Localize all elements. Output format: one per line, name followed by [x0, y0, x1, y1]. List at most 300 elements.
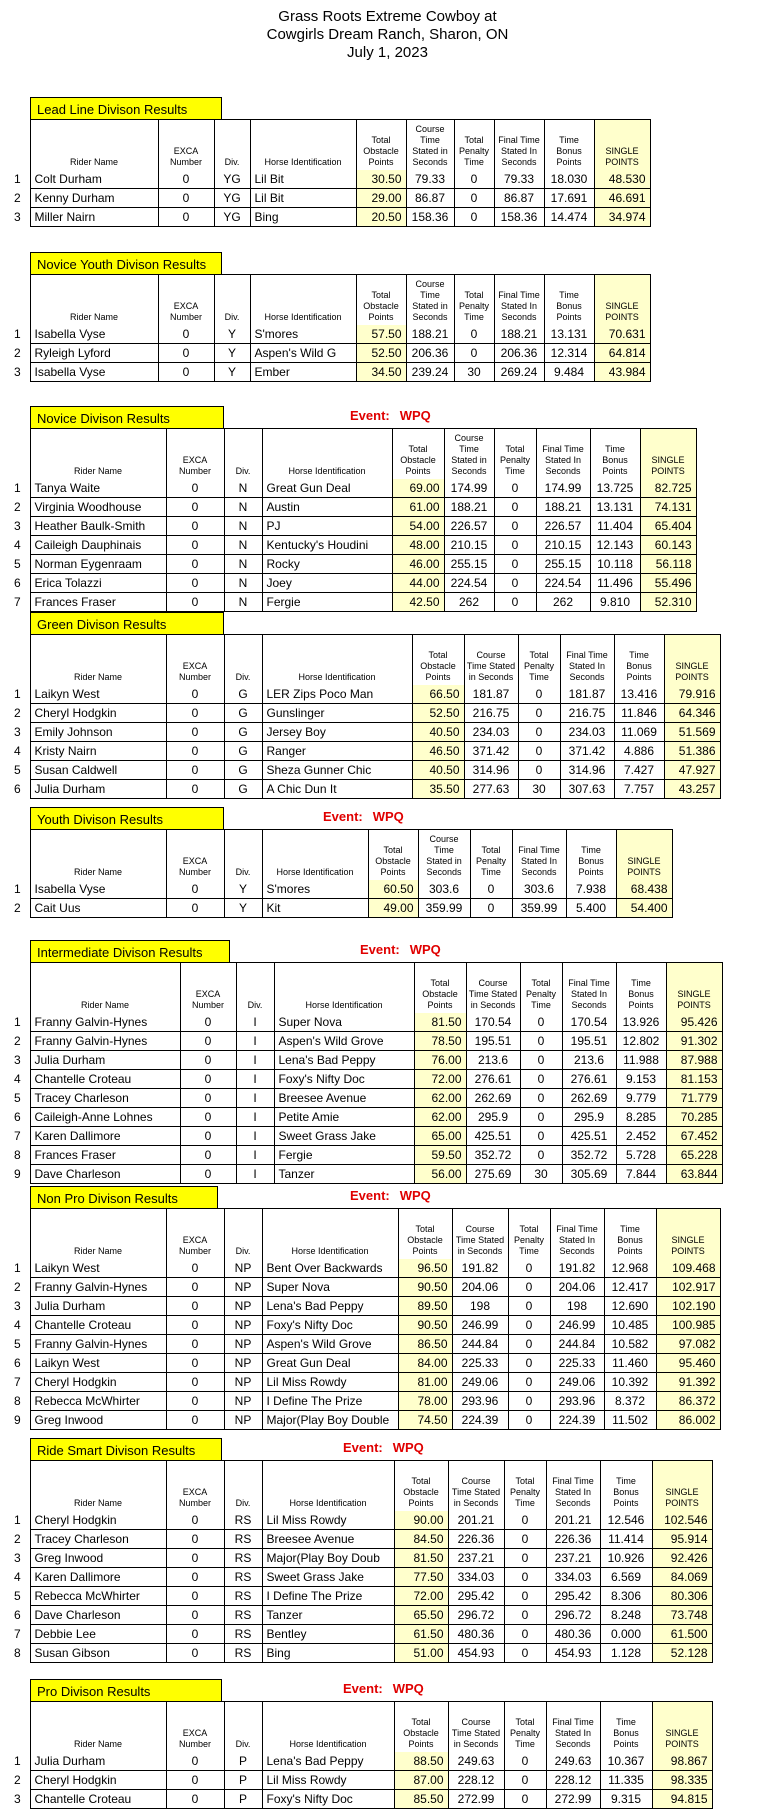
penalty-time-header: Total Penalty Time	[470, 830, 512, 880]
division: RS	[224, 1605, 262, 1624]
table-row	[0, 479, 696, 498]
course-time: 262	[444, 592, 494, 611]
excca-number: 0	[180, 1013, 236, 1032]
single-points: 54.400	[616, 898, 672, 917]
table-row	[0, 1315, 720, 1334]
final-time: 295.9	[562, 1107, 616, 1126]
time-bonus: 1.128	[600, 1643, 652, 1662]
rank-header	[0, 1461, 30, 1511]
horse-name: Foxy's Nifty Doc	[262, 1789, 394, 1808]
excca-number: 0	[158, 170, 214, 189]
penalty-time: 0	[454, 343, 494, 362]
obstacle-points: 84.00	[398, 1353, 452, 1372]
division: RS	[224, 1511, 262, 1530]
table-row	[0, 1107, 722, 1126]
excca-number-header: EXCA Number	[166, 1209, 224, 1259]
rank: 1	[14, 881, 21, 896]
time-bonus: 11.335	[600, 1770, 652, 1789]
penalty-time: 0	[494, 497, 536, 516]
excca-number: 0	[166, 685, 224, 704]
horse-name: Ranger	[262, 741, 412, 760]
excca-number: 0	[166, 1752, 224, 1771]
division: RS	[224, 1643, 262, 1662]
penalty-time: 0	[504, 1567, 546, 1586]
course-time: 359.99	[418, 898, 470, 917]
rank: 1	[14, 1753, 21, 1768]
penalty-time: 0	[520, 1145, 562, 1164]
table-row	[0, 1259, 720, 1278]
penalty-time: 0	[520, 1069, 562, 1088]
final-time: 295.42	[546, 1586, 600, 1605]
single-points-header: SINGLE POINTS	[656, 1209, 720, 1259]
single-points: 64.346	[664, 703, 720, 722]
time-bonus: 13.725	[590, 479, 640, 498]
division: N	[224, 479, 262, 498]
horse-name: Tanzer	[274, 1164, 414, 1183]
single-points: 94.815	[652, 1789, 712, 1808]
rank-header	[0, 1209, 30, 1259]
table-row	[0, 1088, 722, 1107]
rider-name: Cheryl Hodgkin	[30, 703, 166, 722]
rider-name: Emily Johnson	[30, 722, 166, 741]
penalty-time: 0	[504, 1605, 546, 1624]
rank: 6	[14, 575, 21, 590]
final-time: 226.57	[536, 516, 590, 535]
excca-number: 0	[180, 1107, 236, 1126]
obstacle-points: 51.00	[394, 1643, 448, 1662]
penalty-time: 0	[504, 1529, 546, 1548]
table-row	[0, 1391, 720, 1410]
rank-header	[0, 275, 30, 325]
obstacle-points: 87.00	[394, 1770, 448, 1789]
rank: 6	[14, 1355, 21, 1370]
final-time: 191.82	[550, 1259, 604, 1278]
penalty-time: 0	[504, 1643, 546, 1662]
course-time: 334.03	[448, 1567, 504, 1586]
excca-number-header: EXCA Number	[166, 1702, 224, 1752]
excca-number: 0	[166, 1548, 224, 1567]
rank: 1	[14, 1260, 21, 1275]
time-bonus: 8.285	[616, 1107, 666, 1126]
time-bonus: 14.474	[544, 207, 594, 226]
rider-name: Karen Dallimore	[30, 1567, 166, 1586]
course-time: 206.36	[406, 343, 454, 362]
division: Y	[214, 343, 250, 362]
rank: 3	[14, 518, 21, 533]
final-time: 158.36	[494, 207, 544, 226]
single-points: 86.372	[656, 1391, 720, 1410]
rider-name: Chantelle Croteau	[30, 1069, 180, 1088]
final-time: 228.12	[546, 1770, 600, 1789]
rider-name: Kristy Nairn	[30, 741, 166, 760]
division: N	[224, 573, 262, 592]
time-bonus: 0.000	[600, 1624, 652, 1643]
time-bonus: 7.938	[566, 880, 616, 899]
rider-name: Virginia Woodhouse	[30, 497, 166, 516]
division: I	[236, 1164, 274, 1183]
final-time: 293.96	[550, 1391, 604, 1410]
division: YG	[214, 188, 250, 207]
obstacle-points: 30.50	[356, 170, 406, 189]
rider-name: Julia Durham	[30, 1752, 166, 1771]
excca-number: 0	[180, 1069, 236, 1088]
horse-name: Lil Bit	[250, 170, 356, 189]
horse-header: Horse Identification	[262, 429, 392, 479]
horse-name: Joey	[262, 573, 392, 592]
excca-number: 0	[166, 898, 224, 917]
course-time: 201.21	[448, 1511, 504, 1530]
single-points: 64.814	[594, 343, 650, 362]
obstacle-points: 52.50	[356, 343, 406, 362]
final-time: 303.6	[512, 880, 566, 899]
excca-number: 0	[166, 1605, 224, 1624]
rank: 9	[14, 1412, 21, 1427]
penalty-time: 0	[520, 1088, 562, 1107]
course-time: 181.87	[464, 685, 518, 704]
table-row	[0, 573, 696, 592]
event-value: WPQ	[399, 408, 431, 423]
final-time: 262.69	[562, 1088, 616, 1107]
course-time-header: Course Time Stated in Seconds	[406, 275, 454, 325]
single-points-header: SINGLE POINTS	[664, 635, 720, 685]
time-bonus: 13.926	[616, 1013, 666, 1032]
rank: 4	[14, 537, 21, 552]
single-points: 84.069	[652, 1567, 712, 1586]
table-row	[0, 1548, 712, 1567]
results-table	[0, 1460, 713, 1663]
table-row	[0, 685, 720, 704]
rank: 4	[14, 1317, 21, 1332]
rank: 8	[14, 1645, 21, 1660]
obstacle-points-header: Total Obstacle Points	[398, 1209, 452, 1259]
results-table	[0, 1208, 721, 1430]
horse-name: Aspen's Wild G	[250, 343, 356, 362]
table-row	[0, 1752, 712, 1771]
rider-name: Isabella Vyse	[30, 362, 158, 381]
final-time: 188.21	[536, 497, 590, 516]
single-points-header: SINGLE POINTS	[652, 1461, 712, 1511]
course-time: 249.06	[452, 1372, 508, 1391]
single-points: 65.228	[666, 1145, 722, 1164]
single-points: 65.404	[640, 516, 696, 535]
obstacle-points: 81.50	[394, 1548, 448, 1567]
penalty-time: 0	[518, 741, 560, 760]
excca-number: 0	[166, 592, 224, 611]
rider-name: Caileigh Dauphinais	[30, 535, 166, 554]
time-bonus: 9.153	[616, 1069, 666, 1088]
single-points: 67.452	[666, 1126, 722, 1145]
single-points: 80.306	[652, 1586, 712, 1605]
obstacle-points: 42.50	[392, 592, 444, 611]
course-time: 244.84	[452, 1334, 508, 1353]
table-row	[0, 325, 650, 344]
table-row	[0, 1511, 712, 1530]
table-row	[0, 1069, 722, 1088]
single-points-header: SINGLE POINTS	[666, 963, 722, 1013]
obstacle-points: 69.00	[392, 479, 444, 498]
course-time: 237.21	[448, 1548, 504, 1567]
table-row	[0, 535, 696, 554]
time-bonus-header: Time Bonus Points	[600, 1461, 652, 1511]
obstacle-points: 29.00	[356, 188, 406, 207]
rider-name: Julia Durham	[30, 779, 166, 798]
horse-header: Horse Identification	[262, 1702, 394, 1752]
horse-name: Kit	[262, 898, 368, 917]
division-title: Novice Divison Results	[30, 406, 224, 428]
penalty-time: 0	[508, 1353, 550, 1372]
horse-name: Great Gun Deal	[262, 479, 392, 498]
horse-name: Sweet Grass Jake	[274, 1126, 414, 1145]
course-time: 352.72	[466, 1145, 520, 1164]
division: YG	[214, 170, 250, 189]
course-time-header: Course Time Stated in Seconds	[406, 120, 454, 170]
division: NP	[224, 1391, 262, 1410]
table-row	[0, 722, 720, 741]
event-location: Cowgirls Dream Ranch, Sharon, ON	[266, 26, 509, 43]
time-bonus: 9.810	[590, 592, 640, 611]
penalty-time: 0	[504, 1586, 546, 1605]
rider-name: Franny Galvin-Hynes	[30, 1031, 180, 1050]
single-points: 109.468	[656, 1259, 720, 1278]
rider-name: Chantelle Croteau	[30, 1315, 166, 1334]
rank-header	[0, 120, 30, 170]
excca-number: 0	[166, 1567, 224, 1586]
obstacle-points: 72.00	[394, 1586, 448, 1605]
rider-name: Susan Caldwell	[30, 760, 166, 779]
horse-name: Bing	[250, 207, 356, 226]
division: NP	[224, 1296, 262, 1315]
penalty-time: 0	[494, 573, 536, 592]
obstacle-points: 90.50	[398, 1315, 452, 1334]
rider-name: Laikyn West	[30, 1259, 166, 1278]
excca-number: 0	[166, 554, 224, 573]
penalty-time: 0	[494, 479, 536, 498]
rider-name: Greg Inwood	[30, 1548, 166, 1567]
penalty-time: 30	[520, 1164, 562, 1183]
course-time: 204.06	[452, 1277, 508, 1296]
penalty-time: 0	[518, 722, 560, 741]
course-time: 425.51	[466, 1126, 520, 1145]
rider-name: Cheryl Hodgkin	[30, 1511, 166, 1530]
single-points: 61.500	[652, 1624, 712, 1643]
horse-name: I Define The Prize	[262, 1586, 394, 1605]
penalty-time: 30	[518, 779, 560, 798]
horse-name: Foxy's Nifty Doc	[262, 1315, 398, 1334]
obstacle-points: 78.00	[398, 1391, 452, 1410]
division: RS	[224, 1586, 262, 1605]
final-time: 359.99	[512, 898, 566, 917]
table-header-row	[0, 830, 672, 880]
time-bonus: 10.485	[604, 1315, 656, 1334]
final-time: 307.63	[560, 779, 614, 798]
excca-number: 0	[166, 1789, 224, 1808]
division: RS	[224, 1624, 262, 1643]
obstacle-points: 52.50	[412, 703, 464, 722]
course-time: 195.51	[466, 1031, 520, 1050]
division: YG	[214, 207, 250, 226]
obstacle-points: 62.00	[414, 1088, 466, 1107]
rank: 5	[14, 556, 21, 571]
table-row	[0, 703, 720, 722]
division: G	[224, 685, 262, 704]
division: G	[224, 722, 262, 741]
single-points: 71.779	[666, 1088, 722, 1107]
event-date: July 1, 2023	[347, 44, 428, 61]
obstacle-points: 40.50	[412, 760, 464, 779]
rider-name: Franny Galvin-Hynes	[30, 1334, 166, 1353]
final-time: 213.6	[562, 1050, 616, 1069]
table-row	[0, 516, 696, 535]
obstacle-points: 65.00	[414, 1126, 466, 1145]
table-row	[0, 207, 650, 226]
course-time: 198	[452, 1296, 508, 1315]
horse-name: S'mores	[250, 325, 356, 344]
table-row	[0, 1372, 720, 1391]
horse-name: Lil Miss Rowdy	[262, 1770, 394, 1789]
rider-name: Debbie Lee	[30, 1624, 166, 1643]
excca-number: 0	[180, 1050, 236, 1069]
penalty-time: 30	[454, 362, 494, 381]
rider-name: Tracey Charleson	[30, 1088, 180, 1107]
horse-name: Rocky	[262, 554, 392, 573]
final-time: 181.87	[560, 685, 614, 704]
excca-number: 0	[166, 1315, 224, 1334]
horse-name: Major(Play Boy Double	[262, 1410, 398, 1429]
obstacle-points: 78.50	[414, 1031, 466, 1050]
obstacle-points: 35.50	[412, 779, 464, 798]
single-points: 55.496	[640, 573, 696, 592]
rank: 3	[14, 1052, 21, 1067]
penalty-time: 0	[508, 1296, 550, 1315]
division-header: Div.	[224, 1461, 262, 1511]
table-row	[0, 1770, 712, 1789]
excca-number: 0	[166, 516, 224, 535]
excca-number: 0	[166, 1296, 224, 1315]
division: N	[224, 497, 262, 516]
horse-header: Horse Identification	[262, 635, 412, 685]
time-bonus: 9.315	[600, 1789, 652, 1808]
horse-name: Kentucky's Houdini	[262, 535, 392, 554]
final-time-header: Final Time Stated In Seconds	[494, 120, 544, 170]
obstacle-points: 34.50	[356, 362, 406, 381]
rider-name: Julia Durham	[30, 1296, 166, 1315]
horse-header: Horse Identification	[262, 1209, 398, 1259]
single-points: 68.438	[616, 880, 672, 899]
table-row	[0, 592, 696, 611]
division: G	[224, 741, 262, 760]
obstacle-points: 90.50	[398, 1277, 452, 1296]
horse-name: A Chic Dun It	[262, 779, 412, 798]
horse-name: LER Zips Poco Man	[262, 685, 412, 704]
course-time: 276.61	[466, 1069, 520, 1088]
obstacle-points: 62.00	[414, 1107, 466, 1126]
course-time: 191.82	[452, 1259, 508, 1278]
penalty-time: 0	[494, 516, 536, 535]
document-header	[0, 8, 775, 62]
horse-name: S'mores	[262, 880, 368, 899]
time-bonus: 10.367	[600, 1752, 652, 1771]
single-points: 97.082	[656, 1334, 720, 1353]
penalty-time: 0	[494, 592, 536, 611]
table-row	[0, 741, 720, 760]
final-time: 269.24	[494, 362, 544, 381]
rider-name-header: Rider Name	[30, 963, 180, 1013]
final-time: 226.36	[546, 1529, 600, 1548]
course-time: 213.6	[466, 1050, 520, 1069]
penalty-time: 0	[508, 1391, 550, 1410]
course-time: 188.21	[444, 497, 494, 516]
course-time: 224.54	[444, 573, 494, 592]
final-time: 206.36	[494, 343, 544, 362]
rider-name: Cheryl Hodgkin	[30, 1770, 166, 1789]
course-time: 226.36	[448, 1529, 504, 1548]
time-bonus: 10.392	[604, 1372, 656, 1391]
course-time-header: Course Time Stated in Seconds	[448, 1702, 504, 1752]
obstacle-points: 77.50	[394, 1567, 448, 1586]
penalty-time: 0	[520, 1107, 562, 1126]
table-row	[0, 1567, 712, 1586]
penalty-time: 0	[494, 554, 536, 573]
time-bonus: 11.069	[614, 722, 664, 741]
single-points: 63.844	[666, 1164, 722, 1183]
table-header-row	[0, 1209, 720, 1259]
division-title: Non Pro Divison Results	[30, 1186, 218, 1208]
excca-number: 0	[166, 497, 224, 516]
single-points: 51.569	[664, 722, 720, 741]
division: NP	[224, 1372, 262, 1391]
final-time: 276.61	[562, 1069, 616, 1088]
single-points: 95.426	[666, 1013, 722, 1032]
rank: 2	[14, 900, 21, 915]
excca-number: 0	[166, 1277, 224, 1296]
table-row	[0, 1586, 712, 1605]
table-row	[0, 1145, 722, 1164]
final-time: 237.21	[546, 1548, 600, 1567]
final-time: 454.93	[546, 1643, 600, 1662]
penalty-time: 0	[520, 1013, 562, 1032]
penalty-time: 0	[454, 325, 494, 344]
event-qualifier	[323, 809, 404, 824]
horse-name: Foxy's Nifty Doc	[274, 1069, 414, 1088]
time-bonus-header: Time Bonus Points	[544, 120, 594, 170]
division: I	[236, 1107, 274, 1126]
time-bonus: 7.757	[614, 779, 664, 798]
rank-header	[0, 635, 30, 685]
excca-number-header: EXCA Number	[166, 830, 224, 880]
single-points: 86.002	[656, 1410, 720, 1429]
rider-name: Laikyn West	[30, 1353, 166, 1372]
rider-name-header: Rider Name	[30, 275, 158, 325]
table-row	[0, 1643, 712, 1662]
penalty-time: 0	[504, 1770, 546, 1789]
final-time: 334.03	[546, 1567, 600, 1586]
obstacle-points: 56.00	[414, 1164, 466, 1183]
obstacle-points: 96.50	[398, 1259, 452, 1278]
penalty-time: 0	[494, 535, 536, 554]
rider-name-header: Rider Name	[30, 120, 158, 170]
course-time: 314.96	[464, 760, 518, 779]
results-table	[0, 428, 697, 612]
rider-name: Dave Charleson	[30, 1605, 166, 1624]
excca-number-header: EXCA Number	[158, 120, 214, 170]
course-time: 225.33	[452, 1353, 508, 1372]
excca-number: 0	[166, 1624, 224, 1643]
penalty-time-header: Total Penalty Time	[518, 635, 560, 685]
obstacle-points: 48.00	[392, 535, 444, 554]
rank: 3	[14, 209, 21, 224]
table-row	[0, 497, 696, 516]
time-bonus: 7.427	[614, 760, 664, 779]
